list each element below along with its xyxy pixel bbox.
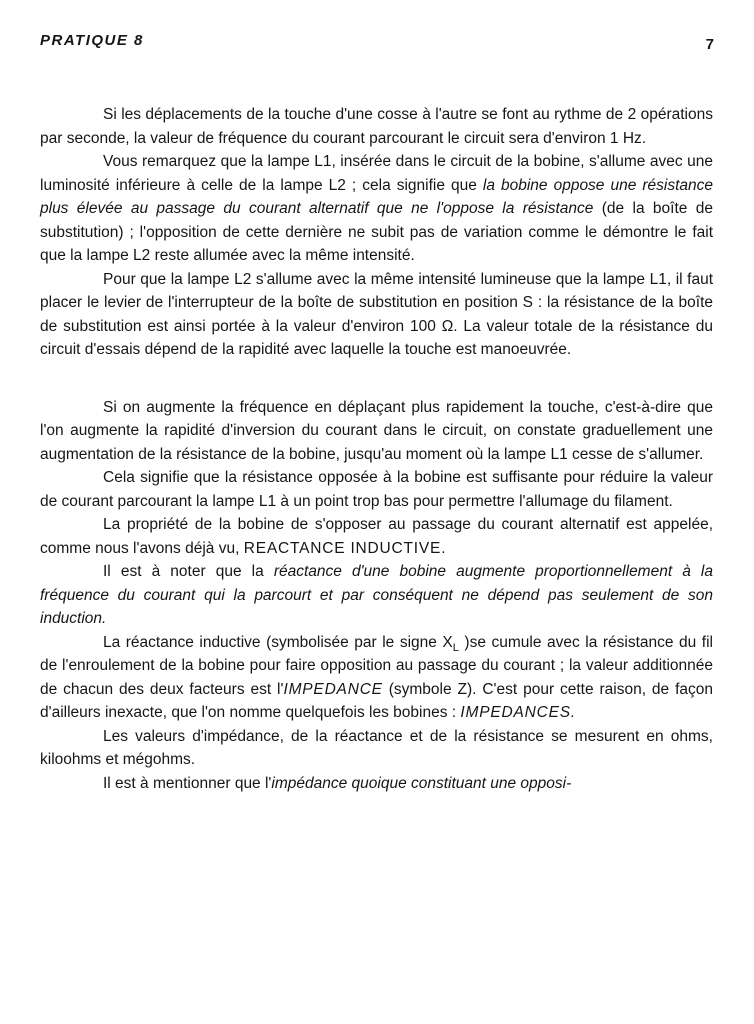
term-impedances: IMPEDANCES. (460, 704, 576, 721)
paragraph-6: La propriété de la bobine de s'opposer au passage du courant alternatif est appelée, comme nous l'avons déjà vu, REACTANCE INDUCTIVE. (40, 516, 713, 557)
paragraph-9: Les valeurs d'impédance, de la réactance et de la résistance se mesurent en ohms, kiloohms et mégohms. (40, 727, 713, 768)
paragraph-3: Pour que la lampe L2 s'allume avec la même intensité lumineuse que la lampe L1, il faut placer le levier de l'interrupteur de la boîte de substitution en position S : la résistance de la boîte de substitution est ainsi portée à la valeur d'environ 100 Ω. La valeur totale de la résistance du circuit d'essais dépend de la rapidité avec laquelle la touche est manoeuvrée. (40, 270, 713, 358)
paragraph-4: Si on augmente la fréquence en déplaçant plus rapidement la touche, c'est-à-dire que l'on augmente la rapidité d'inversion du courant dans le circuit, on constate graduellement une augmentation de la résistance de la bobine, jusqu'au moment où la lampe L1 cesse de s'allumer. (40, 398, 713, 463)
term-reactance-inductive: REACTANCE INDUCTIVE (243, 539, 442, 557)
page-header (40, 32, 714, 60)
emphasis: la bobine oppose une résistance plus élevée au passage du courant alternatif que ne l'oppose la résistance (40, 176, 713, 217)
paragraph-10: Il est à mentionner que l'impédance quoique constituant une opposi- (103, 774, 572, 792)
running-title: PRATIQUE 8 (40, 32, 144, 49)
paragraph-7: Il est à noter que la réactance d'une bobine augmente proportionnellement à la fréquence du courant qui la parcourt et par conséquent ne dépend pas seulement de son induction. (40, 563, 713, 627)
paragraph-5: Cela signifie que la résistance opposée à la bobine est suffisante pour réduire la valeur de courant parcourant la lampe L1 à un point trop bas pour permettre l'allumage du filament. (40, 469, 713, 510)
paragraph-1: Si les déplacements de la touche d'une cosse à l'autre se font au rythme de 2 opérations par seconde, la valeur de fréquence du courant parcourant le circuit sera d'environ 1 Hz. (40, 106, 713, 147)
paragraph-2: Vous remarquez que la lampe L1, insérée dans le circuit de la bobine, s'allume avec une luminosité inférieure à celle de la lampe L2 ; cela signifie que la bobine oppose une résistance plus élevée au passage du courant alternatif que ne l'oppose la résistance (de la boîte de substitution) ; l'opposition de cette dernière ne subit pas de variation comme le démontre le fait que la lampe L2 reste allumée avec la même intensité. (40, 153, 713, 264)
subscript-l: L (452, 641, 459, 654)
page-number: 7 (705, 36, 714, 53)
body-text (40, 103, 713, 795)
emphasis: réactance d'une bobine augmente proportionnellement à la fréquence du courant qui la parcourt et par conséquent ne dépend pas seulement de son induction. (40, 563, 713, 627)
paragraph-8: La réactance inductive (symbolisée par le signe $X_L$ )se cumule avec la résistance du fil de l'enroulement de la bobine pour faire opposition au passage du courant ; la valeur additionnée de chacun des deux facteurs est l'IMPEDANCE (symbole Z). C'est pour cette raison, de façon d'ailleurs inexacte, que l'on nomme quelquefois les bobines : IMPEDANCES. (40, 633, 713, 721)
term-impedance: IMPEDANCE (283, 680, 383, 698)
emphasis: impédance quoique constituant une opposi- (271, 774, 572, 792)
